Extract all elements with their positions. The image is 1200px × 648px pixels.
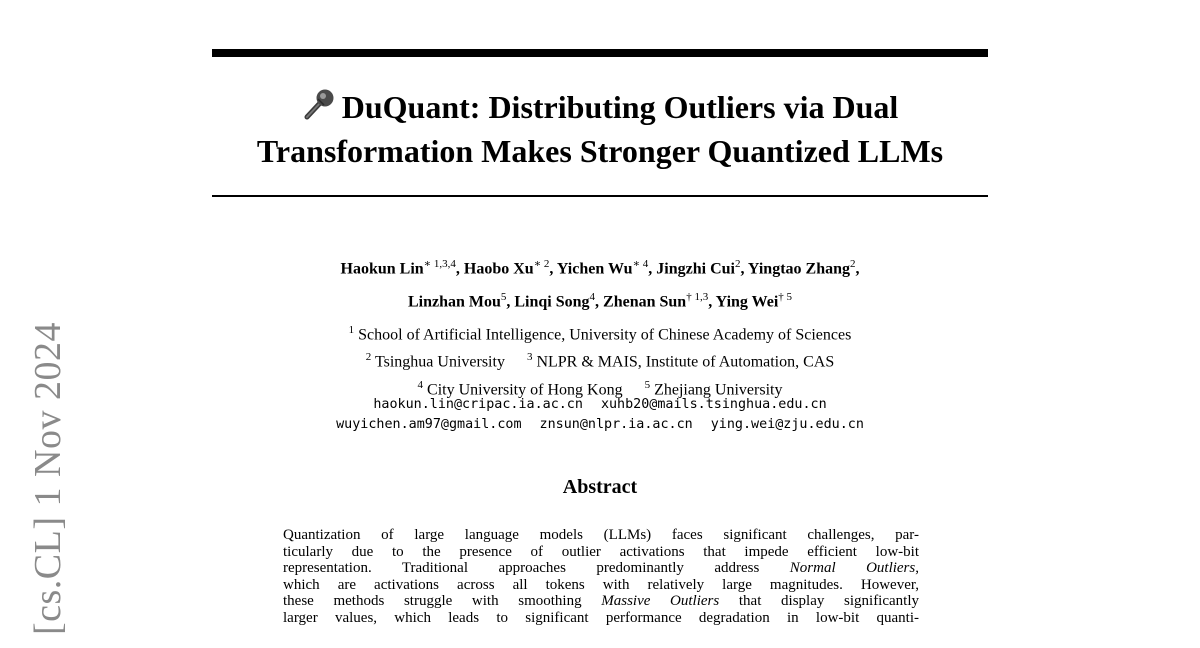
affiliation-number: 5: [644, 378, 651, 391]
abstract-body: [283, 527, 919, 627]
author-name: Yichen Wu: [556, 260, 633, 278]
abstract-heading: Abstract: [562, 476, 638, 498]
term-normal-outliers: Normal Outliers: [789, 560, 916, 577]
email-list: [212, 395, 988, 435]
email-link[interactable]: xuhb20@mails.tsinghua.edu.cn: [600, 397, 827, 412]
affiliation-text: City University of Hong Kong: [427, 380, 623, 398]
microphone-icon: [302, 87, 336, 131]
bottom-thin-rule: [212, 195, 988, 197]
abstract-line: representation. Traditional approaches predominantly address Normal Outliers,: [283, 560, 919, 577]
title-line-2: Transformation Makes Stronger Quantized LLMs: [256, 133, 944, 169]
author-marker: ∗ 2: [533, 258, 550, 270]
author-marker: ∗ 1,3,4: [423, 258, 456, 270]
affiliation-number: 1: [348, 324, 355, 336]
author-list: Haokun Lin$^{∗ 1,3,4}$, Haobo $Xu^{∗ 2}$, Yichen $Wu^{∗ 4}$, Jingzhi Cui$^2$, Yingtao Zhang$^2$, Linzhan Mou$^5$, Linqi Song$^4$, Zhenan Sun$^{\dagger 1,3}$, Ying Wei$^{\dagger 5}$: [340, 258, 860, 311]
affiliation-number: 3: [526, 351, 533, 364]
author-marker: ∗ 4: [632, 258, 649, 270]
author-name: Linzhan Mou: [407, 293, 501, 311]
abstract-line: which are activations across all tokens with relatively large magnitudes. However,: [283, 576, 919, 593]
author-marker: 2: [850, 258, 856, 270]
author-name: Haokun Lin: [340, 260, 424, 278]
abstract-line: ticularly due to the presence of outlier activations that impede efficient low-bit: [283, 543, 919, 560]
affiliation-list: [212, 319, 988, 401]
author-name: Ying Wei: [715, 293, 779, 311]
email-link[interactable]: haokun.lin@cripac.ia.ac.cn: [373, 397, 583, 412]
affiliation-text: Zhejiang University: [654, 380, 783, 398]
affiliation-text: NLPR & MAIS, Institute of Automation, CAS: [536, 353, 835, 371]
affiliation-number: 4: [417, 378, 424, 391]
author-name: Zhenan Sun: [603, 293, 687, 311]
abstract-line: larger values, which leads to significant performance degradation in low-bit quanti-: [283, 609, 919, 626]
author-name: Jingzhi Cui: [656, 260, 735, 278]
email-link[interactable]: znsun@nlpr.ia.ac.cn: [539, 417, 693, 432]
arxiv-side-stamp: [cs.CL] 1 Nov 2024: [27, 322, 69, 635]
author-name: Haobo Xu: [463, 260, 534, 278]
top-thick-rule: [212, 49, 988, 57]
author-name: Yingtao Zhang: [747, 260, 850, 278]
affiliation-text: Tsinghua University: [374, 353, 505, 371]
term-massive-outliers: Massive Outliers: [601, 593, 720, 610]
abstract-line: these methods struggle with smoothing Massive Outliers that display significantly: [283, 593, 920, 610]
title-line-1: DuQuant: Distributing Outliers via Dual: [341, 89, 899, 125]
author-marker: 5: [500, 291, 507, 304]
author-marker: † 5: [778, 291, 793, 304]
paper-title: [212, 87, 988, 172]
email-link[interactable]: ying.wei@zju.edu.cn: [710, 417, 864, 432]
email-link[interactable]: wuyichen.am97@gmail.com: [336, 417, 522, 432]
author-marker: † 1,3: [686, 291, 709, 304]
affiliation-number: 2: [365, 351, 372, 364]
author-marker: 4: [589, 291, 596, 304]
affiliation-text: School of Artificial Intelligence, University of Chinese Academy of Sciences: [358, 326, 852, 344]
abstract-line: Quantization of large language models (LLMs) faces significant challenges, par-: [283, 527, 919, 543]
author-marker: 2: [734, 258, 741, 270]
author-name: Linqi Song: [514, 293, 590, 311]
